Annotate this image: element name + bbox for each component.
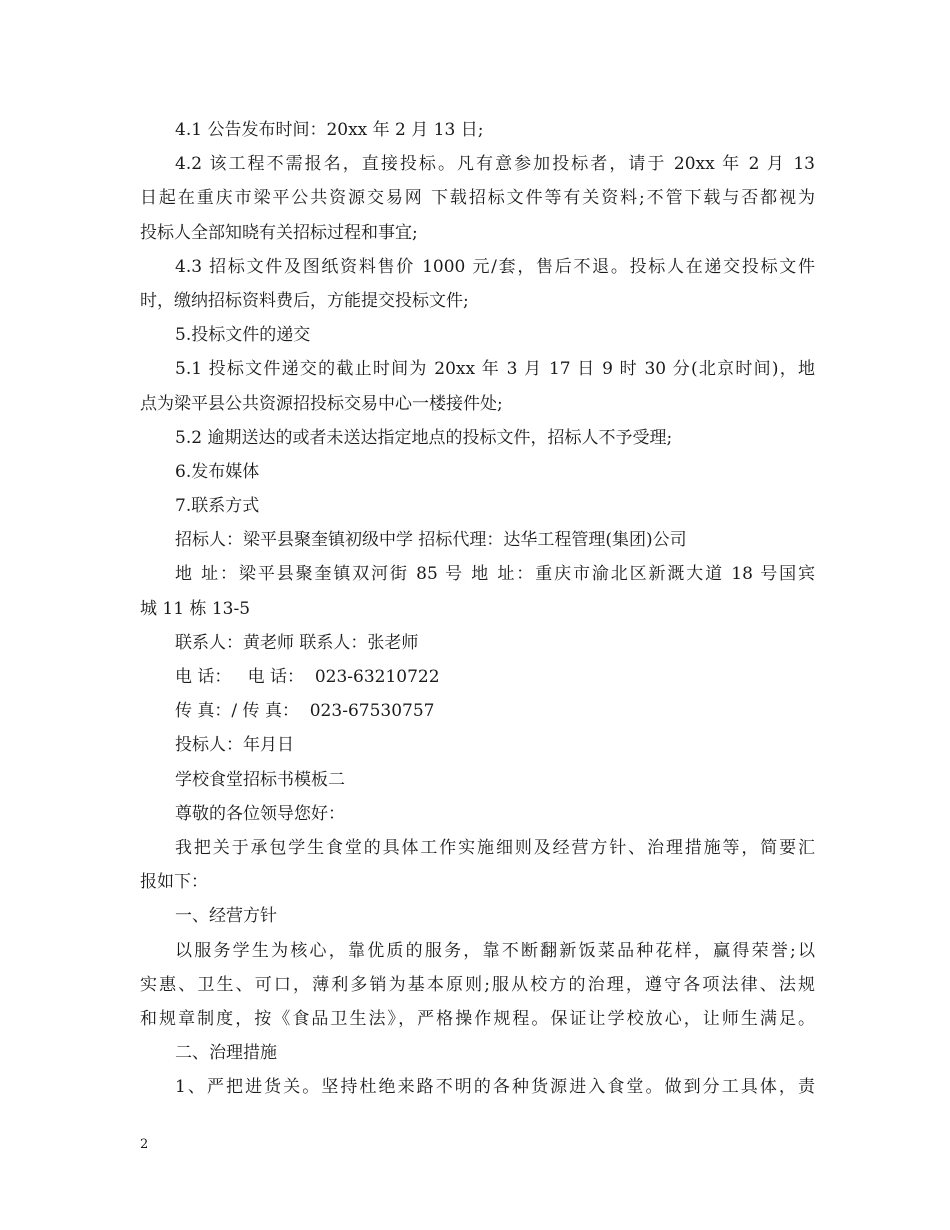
text-line: 点为梁平县公共资源招投标交易中心一楼接件处;: [140, 393, 503, 414]
text-line: 传 真：/ 传 真： 023-67530757: [175, 701, 435, 722]
text-line: 我把关于承包学生食堂的具体工作实施细则及经营方针、治理措施等，简要汇: [175, 837, 815, 858]
text-line: 二、治理措施: [175, 1043, 277, 1064]
text-line: 电 话： 电 话： 023-63210722: [175, 667, 440, 687]
text-line: 日起在重庆市梁平公共资源交易网 下载招标文件等有关资料;不管下载与否都视为: [140, 188, 815, 209]
text-line: 联系人：黄老师 联系人：张老师: [175, 632, 419, 653]
page-number: 2: [140, 1137, 149, 1152]
text-line: 4.2 该工程不需报名，直接投标。凡有意参加投标者，请于 20xx 年 2 月 13: [175, 154, 815, 175]
text-line: 时，缴纳招标资料费后，方能提交投标文件;: [140, 290, 469, 311]
text-line: 以服务学生为核心，靠优质的服务，靠不断翻新饭菜品种花样，赢得荣誉;以: [175, 940, 815, 961]
text-line: 招标人：梁平县聚奎镇初级中学 招标代理：达华工程管理(集团)公司: [175, 530, 687, 551]
text-line: 投标人全部知晓有关招标过程和事宜;: [140, 222, 418, 243]
text-line: 实惠、卫生、可口，薄利多销为基本原则;服从校方的治理，遵守各项法律、法规: [140, 974, 815, 995]
text-line: 学校食堂招标书模板二: [175, 769, 345, 790]
text-line: 5.2 逾期送达的或者未送达指定地点的投标文件，招标人不予受理;: [175, 427, 673, 448]
text-line: 投标人：年月日: [175, 735, 294, 756]
text-line: 6.发布媒体: [175, 461, 260, 482]
text-line: 地 址：梁平县聚奎镇双河街 85 号 地 址：重庆市渝北区新溉大道 18 号国宾: [175, 564, 815, 585]
text-line: 尊敬的各位领导您好：: [175, 803, 345, 824]
text-line: 和规章制度，按《食品卫生法》，严格操作规程。保证让学校放心，让师生满足。: [140, 1008, 815, 1029]
text-line: 7.联系方式: [175, 496, 260, 517]
text-line: 城 11 栋 13-5: [140, 598, 251, 619]
text-line: 5.1 投标文件递交的截止时间为 20xx 年 3 月 17 日 9 时 30 分(北京时间)，地: [175, 359, 815, 380]
document-body: [140, 113, 815, 1104]
text-line: 4.3 招标文件及图纸资料售价 1000 元/套，售后不退。投标人在递交投标文件: [175, 256, 815, 277]
text-line: 报如下：: [140, 872, 208, 893]
text-line: 1、严把进货关。坚持杜绝来路不明的各种货源进入食堂。做到分工具体，责: [175, 1077, 815, 1098]
text-line: 4.1 公告发布时间：20xx 年 2 月 13 日;: [175, 120, 484, 140]
text-line: 5.投标文件的递交: [175, 325, 311, 346]
text-line: 一、经营方针: [175, 906, 277, 927]
